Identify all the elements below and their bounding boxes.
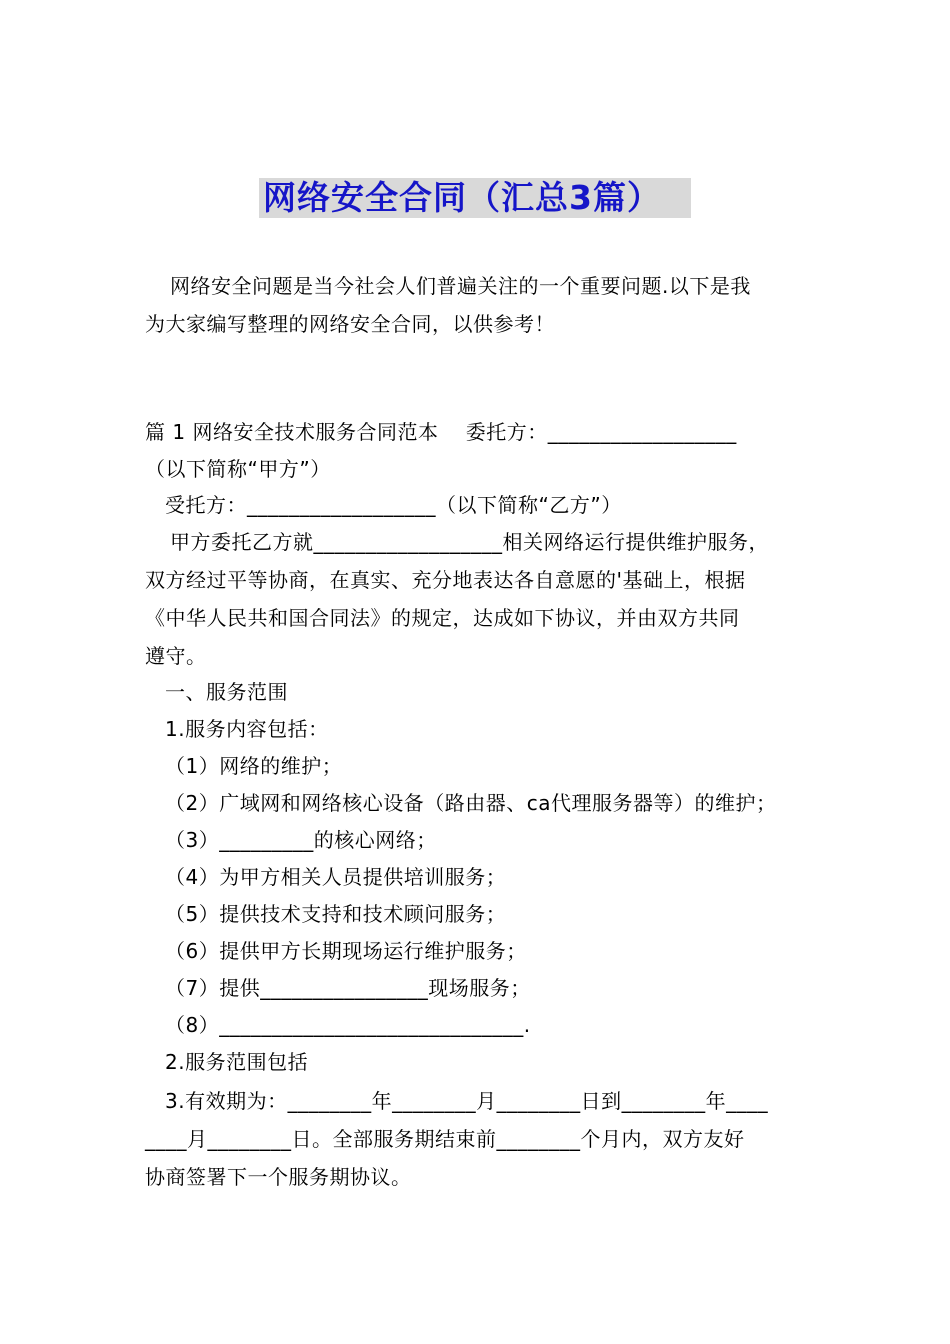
list-item: （7）提供________________现场服务； <box>165 976 531 1000</box>
body-line: 遵守。 <box>145 644 207 668</box>
list-item: （8）_____________________________. <box>165 1013 531 1037</box>
section-heading-line: 篇 1 网络安全技术服务合同范本 委托方：__________________ <box>145 420 737 444</box>
list-item: （4）为甲方相关人员提供培训服务； <box>165 865 507 889</box>
intro-line-1: 网络安全问题是当今社会人们普遍关注的一个重要问题.以下是我 <box>170 274 751 298</box>
title-container <box>0 178 950 218</box>
body-line: 3.有效期为：________年________月________日到________年____ <box>165 1089 769 1113</box>
list-item: （5）提供技术支持和技术顾问服务； <box>165 902 507 926</box>
list-item: （6）提供甲方长期现场运行维护服务； <box>165 939 527 963</box>
document-title: 网络安全合同（汇总3篇） <box>259 178 691 218</box>
body-line: ____月________日。全部服务期结束前________个月内，双方友好 <box>145 1127 745 1151</box>
body-line: （以下简称“甲方”） <box>145 457 331 481</box>
list-item: （1）网络的维护； <box>165 754 343 778</box>
body-line: 《中华人民共和国合同法》的规定，达成如下协议，并由双方共同 <box>145 606 740 630</box>
body-line: 甲方委托乙方就__________________相关网络运行提供维护服务， <box>170 530 769 554</box>
list-item: （3）_________的核心网络； <box>165 828 437 852</box>
section-heading: 一、服务范围 <box>165 680 288 704</box>
list-item: 1.服务内容包括： <box>165 717 329 741</box>
body-line: 受托方：__________________（以下简称“乙方”） <box>165 493 622 517</box>
body-line: 协商签署下一个服务期协议。 <box>145 1165 412 1189</box>
list-item: 2.服务范围包括 <box>165 1050 309 1074</box>
intro-line-2: 为大家编写整理的网络安全合同，以供参考！ <box>145 312 555 336</box>
body-line: 双方经过平等协商，在真实、充分地表达各自意愿的'基础上，根据 <box>145 568 746 592</box>
list-item: （2）广域网和网络核心设备（路由器、ca代理服务器等）的维护； <box>165 791 777 815</box>
